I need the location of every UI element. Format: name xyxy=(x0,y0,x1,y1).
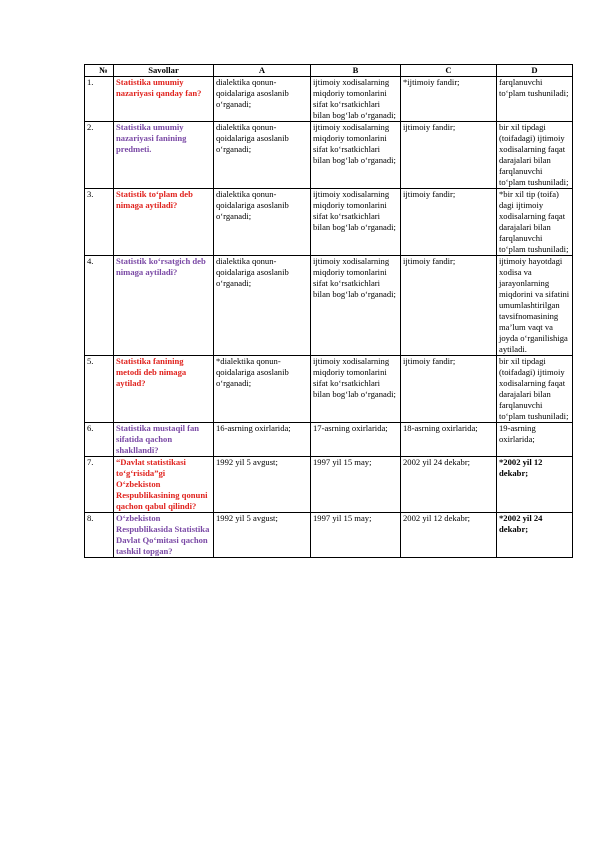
header-option-a: A xyxy=(214,65,311,77)
option-d: *bir xil tip (toifa) dagi ijtimoiy xodisalarning faqat darajalari bilan farqlanuvchi toʻplam tushuniladi; xyxy=(497,189,573,256)
question-number: 3. xyxy=(85,189,114,256)
option-b: 1997 yil 15 may; xyxy=(311,513,401,558)
option-d: farqlanuvchi toʻplam tushuniladi; xyxy=(497,77,573,122)
quiz-table xyxy=(84,64,573,558)
option-c: ijtimoiy fandir; xyxy=(401,189,497,256)
option-a: 16-asrning oxirlarida; xyxy=(214,423,311,457)
header-option-b: B xyxy=(311,65,401,77)
question-text: “Davlat statistikasi toʻgʻrisida”gi Oʻzbekiston Respublikasining qonuni qachon qabul qilindi? xyxy=(114,457,214,513)
question-row xyxy=(85,513,573,558)
option-a: 1992 yil 5 avgust; xyxy=(214,457,311,513)
option-b: ijtimoiy xodisalarning miqdoriy tomonlarini sifat koʻrsatkichlari bilan bogʻlab oʻrganadi; xyxy=(311,77,401,122)
question-number: 8. xyxy=(85,513,114,558)
option-a: 1992 yil 5 avgust; xyxy=(214,513,311,558)
option-c: ijtimoiy fandir; xyxy=(401,256,497,356)
header-option-d: D xyxy=(497,65,573,77)
option-a: dialektika qonun-qoidalariga asoslanib oʻrganadi; xyxy=(214,189,311,256)
question-text: Statistika fanining metodi deb nimaga aytilad? xyxy=(114,356,214,423)
header-option-c: C xyxy=(401,65,497,77)
option-a: *dialektika qonun-qoidalariga asoslanib oʻrganadi; xyxy=(214,356,311,423)
option-a: dialektika qonun-qoidalariga asoslanib oʻrganadi; xyxy=(214,77,311,122)
option-a: dialektika qonun-qoidalariga asoslanib oʻrganadi; xyxy=(214,122,311,189)
option-b: ijtimoiy xodisalarning miqdoriy tomonlarini sifat koʻrsatkichlari bilan bogʻlab oʻrganadi; xyxy=(311,256,401,356)
question-number: 4. xyxy=(85,256,114,356)
question-row xyxy=(85,122,573,189)
option-b: ijtimoiy xodisalarning miqdoriy tomonlarini sifat koʻrsatkichlari bilan bogʻlab oʻrganadi; xyxy=(311,122,401,189)
question-row xyxy=(85,256,573,356)
option-d: ijtimoiy hayotdagi xodisa va jarayonlarning miqdorini va sifatini umumlashtirilgan tavsifnomasining maʼlum vaqt va joyda oʻrganilishiga aytiladi. xyxy=(497,256,573,356)
option-d: *2002 yil 12 dekabr; xyxy=(497,457,573,513)
option-c: 18-asrning oxirlarida; xyxy=(401,423,497,457)
header-row xyxy=(85,65,573,77)
option-d: bir xil tipdagi (toifadagi) ijtimoiy xodisalarning faqat darajalari bilan farqlanuvchi toʻplam tushuniladi; xyxy=(497,122,573,189)
quiz-body xyxy=(85,77,573,558)
option-c: *ijtimoiy fandir; xyxy=(401,77,497,122)
option-a: dialektika qonun-qoidalariga asoslanib oʻrganadi; xyxy=(214,256,311,356)
question-row xyxy=(85,77,573,122)
question-number: 2. xyxy=(85,122,114,189)
question-row xyxy=(85,189,573,256)
option-b: 1997 yil 15 may; xyxy=(311,457,401,513)
question-text: Statistik koʻrsatgich deb nimaga aytiladi? xyxy=(114,256,214,356)
option-b: ijtimoiy xodisalarning miqdoriy tomonlarini sifat koʻrsatkichlari bilan bogʻlab oʻrganadi; xyxy=(311,189,401,256)
question-text: Statistika umumiy nazariyasi fanining predmeti. xyxy=(114,122,214,189)
question-text: Oʻzbekiston Respublikasida Statistika Davlat Qoʻmitasi qachon tashkil topgan? xyxy=(114,513,214,558)
question-text: Statistika umumiy nazariyasi qanday fan? xyxy=(114,77,214,122)
question-number: 6. xyxy=(85,423,114,457)
option-c: 2002 yil 12 dekabr; xyxy=(401,513,497,558)
option-b: 17-asrning oxirlarida; xyxy=(311,423,401,457)
question-number: 5. xyxy=(85,356,114,423)
option-d: *2002 yil 24 dekabr; xyxy=(497,513,573,558)
question-number: 7. xyxy=(85,457,114,513)
question-number: 1. xyxy=(85,77,114,122)
question-row xyxy=(85,423,573,457)
header-question: Savollar xyxy=(114,65,214,77)
option-c: ijtimoiy fandir; xyxy=(401,122,497,189)
option-d: bir xil tipdagi (toifadagi) ijtimoiy xodisalarning faqat darajalari bilan farqlanuvchi toʻplam tushuniladi; xyxy=(497,356,573,423)
question-row xyxy=(85,457,573,513)
option-c: ijtimoiy fandir; xyxy=(401,356,497,423)
question-text: Statistika mustaqil fan sifatida qachon shakllandi? xyxy=(114,423,214,457)
option-b: ijtimoiy xodisalarning miqdoriy tomonlarini sifat koʻrsatkichlari bilan bogʻlab oʻrganadi; xyxy=(311,356,401,423)
question-row xyxy=(85,356,573,423)
header-number: № xyxy=(85,65,114,77)
option-c: 2002 yil 24 dekabr; xyxy=(401,457,497,513)
option-d: 19-asrning oxirlarida; xyxy=(497,423,573,457)
question-text: Statistik toʻplam deb nimaga aytiladi? xyxy=(114,189,214,256)
